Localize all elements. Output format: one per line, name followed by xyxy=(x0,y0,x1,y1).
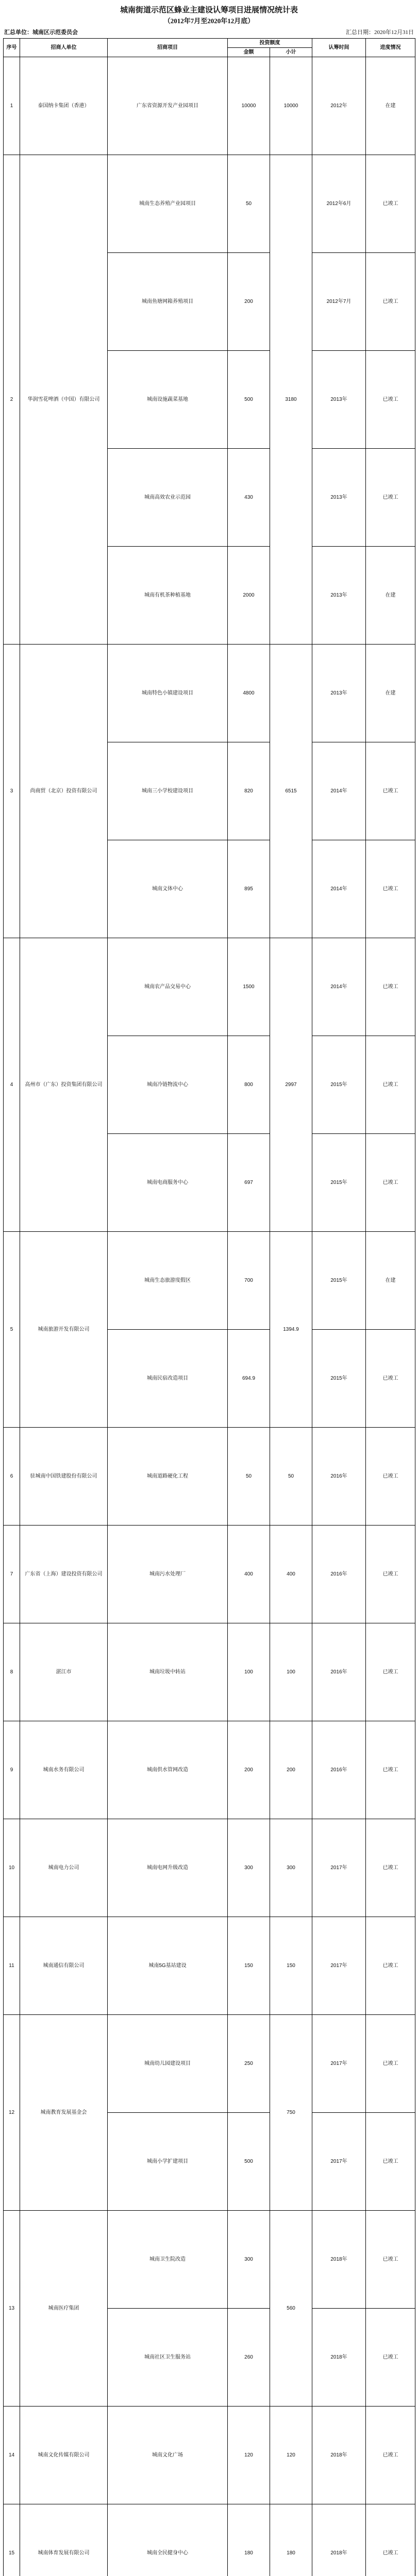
cell-amount: 50 xyxy=(228,155,270,253)
cell-project: 城南道路硬化工程 xyxy=(108,1428,228,1526)
cell-subtotal: 100 xyxy=(270,1623,312,1721)
cell-seq: 3 xyxy=(4,645,20,938)
cell-amount: 120 xyxy=(228,2406,270,2504)
cell-amount: 700 xyxy=(228,1232,270,1330)
cell-year: 2018年 xyxy=(312,2309,366,2406)
cell-year: 2014年 xyxy=(312,742,366,840)
cell-project: 城南三小学校建设项目 xyxy=(108,742,228,840)
cell-status: 已竣工 xyxy=(366,351,415,449)
cell-amount: 820 xyxy=(228,742,270,840)
cell-amount: 400 xyxy=(228,1526,270,1623)
cell-status: 已竣工 xyxy=(366,155,415,253)
cell-project: 城南全民健身中心 xyxy=(108,2504,228,2576)
cell-year: 2012年 xyxy=(312,57,366,155)
cell-amount: 50 xyxy=(228,1428,270,1526)
cell-project: 城南有机茶种植基地 xyxy=(108,547,228,645)
cell-project: 城南小学扩建项目 xyxy=(108,2113,228,2211)
cell-project: 城南特色小镇建设项目 xyxy=(108,645,228,742)
cell-year: 2016年 xyxy=(312,1623,366,1721)
cell-company: 湛江市 xyxy=(20,1623,108,1721)
cell-year: 2015年 xyxy=(312,1036,366,1134)
cell-status: 在建 xyxy=(366,1232,415,1330)
cell-subtotal: 180 xyxy=(270,2504,312,2576)
cell-amount: 430 xyxy=(228,449,270,547)
date-label: 汇总日期：2020年12月31日 xyxy=(346,29,414,36)
cell-project: 广东省资源开发产业园项目 xyxy=(108,57,228,155)
cell-company: 城南教育发展基金会 xyxy=(20,2015,108,2211)
cell-seq: 4 xyxy=(4,938,20,1232)
cell-status: 已竣工 xyxy=(366,840,415,938)
cell-subtotal: 3180 xyxy=(270,155,312,645)
cell-status: 已竣工 xyxy=(366,1330,415,1428)
cell-year: 2014年 xyxy=(312,938,366,1036)
cell-project: 城南鱼塘网箱养殖项目 xyxy=(108,253,228,351)
cell-amount: 500 xyxy=(228,2113,270,2211)
unit-label: 汇总单位：城南区示范委员会 xyxy=(4,29,78,36)
cell-status: 已竣工 xyxy=(366,1428,415,1526)
cell-year: 2012年7月 xyxy=(312,253,366,351)
cell-project: 城南民宿改造项目 xyxy=(108,1330,228,1428)
cell-amount: 180 xyxy=(228,2504,270,2576)
cell-status: 已竣工 xyxy=(366,2211,415,2309)
cell-company: 城南文化传媒有限公司 xyxy=(20,2406,108,2504)
cell-project: 城南电网升级改造 xyxy=(108,1819,228,1917)
table-row xyxy=(4,645,415,742)
cell-subtotal: 6515 xyxy=(270,645,312,938)
cell-status: 已竣工 xyxy=(366,1526,415,1623)
cell-subtotal: 50 xyxy=(270,1428,312,1526)
cell-year: 2015年 xyxy=(312,1330,366,1428)
cell-company: 城南电力公司 xyxy=(20,1819,108,1917)
cell-subtotal: 560 xyxy=(270,2211,312,2406)
cell-project: 城南电商服务中心 xyxy=(108,1134,228,1232)
cell-project: 城南生态旅游度假区 xyxy=(108,1232,228,1330)
document-title: 城南街道示范区蜂业主建设认筹项目进展情况统计表 xyxy=(120,6,298,14)
cell-status: 已竣工 xyxy=(366,2309,415,2406)
cell-company: 高州市（广东）投资集团有限公司 xyxy=(20,938,108,1232)
cell-status: 在建 xyxy=(366,547,415,645)
cell-year: 2016年 xyxy=(312,1526,366,1623)
cell-company: 城南体育发展有限公司 xyxy=(20,2504,108,2576)
cell-project: 城南社区卫生服务站 xyxy=(108,2309,228,2406)
cell-amount: 697 xyxy=(228,1134,270,1232)
project-table xyxy=(3,38,415,2576)
cell-amount: 4800 xyxy=(228,645,270,742)
cell-company: 泰国纳卡集团（香港） xyxy=(20,57,108,155)
cell-year: 2016年 xyxy=(312,1428,366,1526)
cell-amount: 200 xyxy=(228,253,270,351)
table-row xyxy=(4,938,415,1036)
table-row xyxy=(4,1232,415,1330)
cell-amount: 895 xyxy=(228,840,270,938)
table-row xyxy=(4,155,415,253)
cell-year: 2017年 xyxy=(312,2015,366,2113)
cell-project: 城南冷链物流中心 xyxy=(108,1036,228,1134)
cell-seq: 2 xyxy=(4,155,20,645)
cell-year: 2018年 xyxy=(312,2211,366,2309)
table-row xyxy=(4,1721,415,1819)
header-status: 进度情况 xyxy=(366,39,415,57)
cell-company: 城南水务有限公司 xyxy=(20,1721,108,1819)
cell-amount: 500 xyxy=(228,351,270,449)
cell-subtotal: 400 xyxy=(270,1526,312,1623)
cell-status: 在建 xyxy=(366,57,415,155)
table-row xyxy=(4,1623,415,1721)
header-subtotal: 小计 xyxy=(270,48,312,57)
cell-project: 城南垃圾中转站 xyxy=(108,1623,228,1721)
cell-amount: 200 xyxy=(228,1721,270,1819)
cell-seq: 1 xyxy=(4,57,20,155)
cell-subtotal: 1394.9 xyxy=(270,1232,312,1428)
cell-amount: 100 xyxy=(228,1623,270,1721)
table-row xyxy=(4,2504,415,2576)
cell-year: 2018年 xyxy=(312,2406,366,2504)
cell-status: 已竣工 xyxy=(366,1917,415,2015)
cell-status: 已竣工 xyxy=(366,742,415,840)
cell-seq: 13 xyxy=(4,2211,20,2406)
header-project: 招商项目 xyxy=(108,39,228,57)
cell-seq: 11 xyxy=(4,1917,20,2015)
cell-company: 城南通信有限公司 xyxy=(20,1917,108,2015)
cell-amount: 150 xyxy=(228,1917,270,2015)
cell-company: 尚商贸（北京）投资有限公司 xyxy=(20,645,108,938)
cell-year: 2013年 xyxy=(312,351,366,449)
cell-project: 城南幼儿园建设项目 xyxy=(108,2015,228,2113)
cell-project: 城南设施蔬菜基地 xyxy=(108,351,228,449)
cell-status: 已竣工 xyxy=(366,2015,415,2113)
cell-status: 已竣工 xyxy=(366,449,415,547)
table-header xyxy=(4,39,415,57)
cell-amount: 694.9 xyxy=(228,1330,270,1428)
cell-status: 已竣工 xyxy=(366,1721,415,1819)
cell-amount: 10000 xyxy=(228,57,270,155)
cell-project: 城南农产品交易中心 xyxy=(108,938,228,1036)
cell-year: 2017年 xyxy=(312,2113,366,2211)
cell-project: 城南高效农业示范园 xyxy=(108,449,228,547)
cell-seq: 6 xyxy=(4,1428,20,1526)
cell-status: 已竣工 xyxy=(366,2113,415,2211)
cell-company: 城南医疗集团 xyxy=(20,2211,108,2406)
cell-amount: 300 xyxy=(228,2211,270,2309)
cell-year: 2013年 xyxy=(312,449,366,547)
cell-amount: 800 xyxy=(228,1036,270,1134)
cell-project: 城南生态养殖产业园项目 xyxy=(108,155,228,253)
cell-status: 已竣工 xyxy=(366,1819,415,1917)
cell-company: 驻城南中国铁建股份有限公司 xyxy=(20,1428,108,1526)
cell-subtotal: 10000 xyxy=(270,57,312,155)
cell-status: 已竣工 xyxy=(366,1134,415,1232)
cell-status: 已竣工 xyxy=(366,2406,415,2504)
table-row xyxy=(4,1526,415,1623)
cell-subtotal: 2997 xyxy=(270,938,312,1232)
header-company: 招商人单位 xyxy=(20,39,108,57)
table-row xyxy=(4,1819,415,1917)
cell-amount: 2000 xyxy=(228,547,270,645)
cell-project: 城南卫生院改造 xyxy=(108,2211,228,2309)
table-row xyxy=(4,2015,415,2113)
cell-amount: 1500 xyxy=(228,938,270,1036)
cell-seq: 8 xyxy=(4,1623,20,1721)
cell-project: 城南供水管网改造 xyxy=(108,1721,228,1819)
cell-project: 城南文体中心 xyxy=(108,840,228,938)
header-seq: 序号 xyxy=(4,39,20,57)
cell-seq: 9 xyxy=(4,1721,20,1819)
cell-subtotal: 200 xyxy=(270,1721,312,1819)
cell-project: 城南5G基站建设 xyxy=(108,1917,228,2015)
cell-status: 在建 xyxy=(366,645,415,742)
cell-year: 2017年 xyxy=(312,1917,366,2015)
cell-seq: 5 xyxy=(4,1232,20,1428)
cell-company: 广东省（上海）建设投资有限公司 xyxy=(20,1526,108,1623)
document-subtitle: （2012年7月至2020年12月底） xyxy=(163,17,255,25)
cell-subtotal: 300 xyxy=(270,1819,312,1917)
table-row xyxy=(4,2406,415,2504)
document-meta xyxy=(3,29,415,36)
cell-subtotal: 150 xyxy=(270,1917,312,2015)
table-body xyxy=(4,57,415,2576)
cell-subtotal: 750 xyxy=(270,2015,312,2211)
cell-amount: 300 xyxy=(228,1819,270,1917)
cell-company: 华润雪花啤酒（中国）有限公司 xyxy=(20,155,108,645)
cell-amount: 250 xyxy=(228,2015,270,2113)
cell-status: 已竣工 xyxy=(366,938,415,1036)
cell-year: 2013年 xyxy=(312,547,366,645)
cell-subtotal: 120 xyxy=(270,2406,312,2504)
cell-amount: 260 xyxy=(228,2309,270,2406)
table-row xyxy=(4,2211,415,2309)
table-row xyxy=(4,1428,415,1526)
cell-seq: 7 xyxy=(4,1526,20,1623)
cell-status: 已竣工 xyxy=(366,253,415,351)
cell-year: 2016年 xyxy=(312,1721,366,1819)
cell-seq: 12 xyxy=(4,2015,20,2211)
cell-project: 城南污水处理厂 xyxy=(108,1526,228,1623)
cell-project: 城南文化广场 xyxy=(108,2406,228,2504)
cell-year: 2015年 xyxy=(312,1232,366,1330)
cell-status: 已竣工 xyxy=(366,2504,415,2576)
cell-year: 2015年 xyxy=(312,1134,366,1232)
cell-year: 2014年 xyxy=(312,840,366,938)
cell-status: 已竣工 xyxy=(366,1036,415,1134)
cell-year: 2013年 xyxy=(312,645,366,742)
header-year: 认筹时间 xyxy=(312,39,366,57)
cell-seq: 10 xyxy=(4,1819,20,1917)
cell-year: 2012年6月 xyxy=(312,155,366,253)
cell-company: 城南旅游开发有限公司 xyxy=(20,1232,108,1428)
cell-year: 2018年 xyxy=(312,2504,366,2576)
cell-seq: 15 xyxy=(4,2504,20,2576)
table-row xyxy=(4,1917,415,2015)
header-amount: 金额 xyxy=(228,48,270,57)
table-row xyxy=(4,57,415,155)
cell-status: 已竣工 xyxy=(366,1623,415,1721)
cell-year: 2017年 xyxy=(312,1819,366,1917)
header-investment: 投资额度 xyxy=(228,39,312,48)
cell-seq: 14 xyxy=(4,2406,20,2504)
